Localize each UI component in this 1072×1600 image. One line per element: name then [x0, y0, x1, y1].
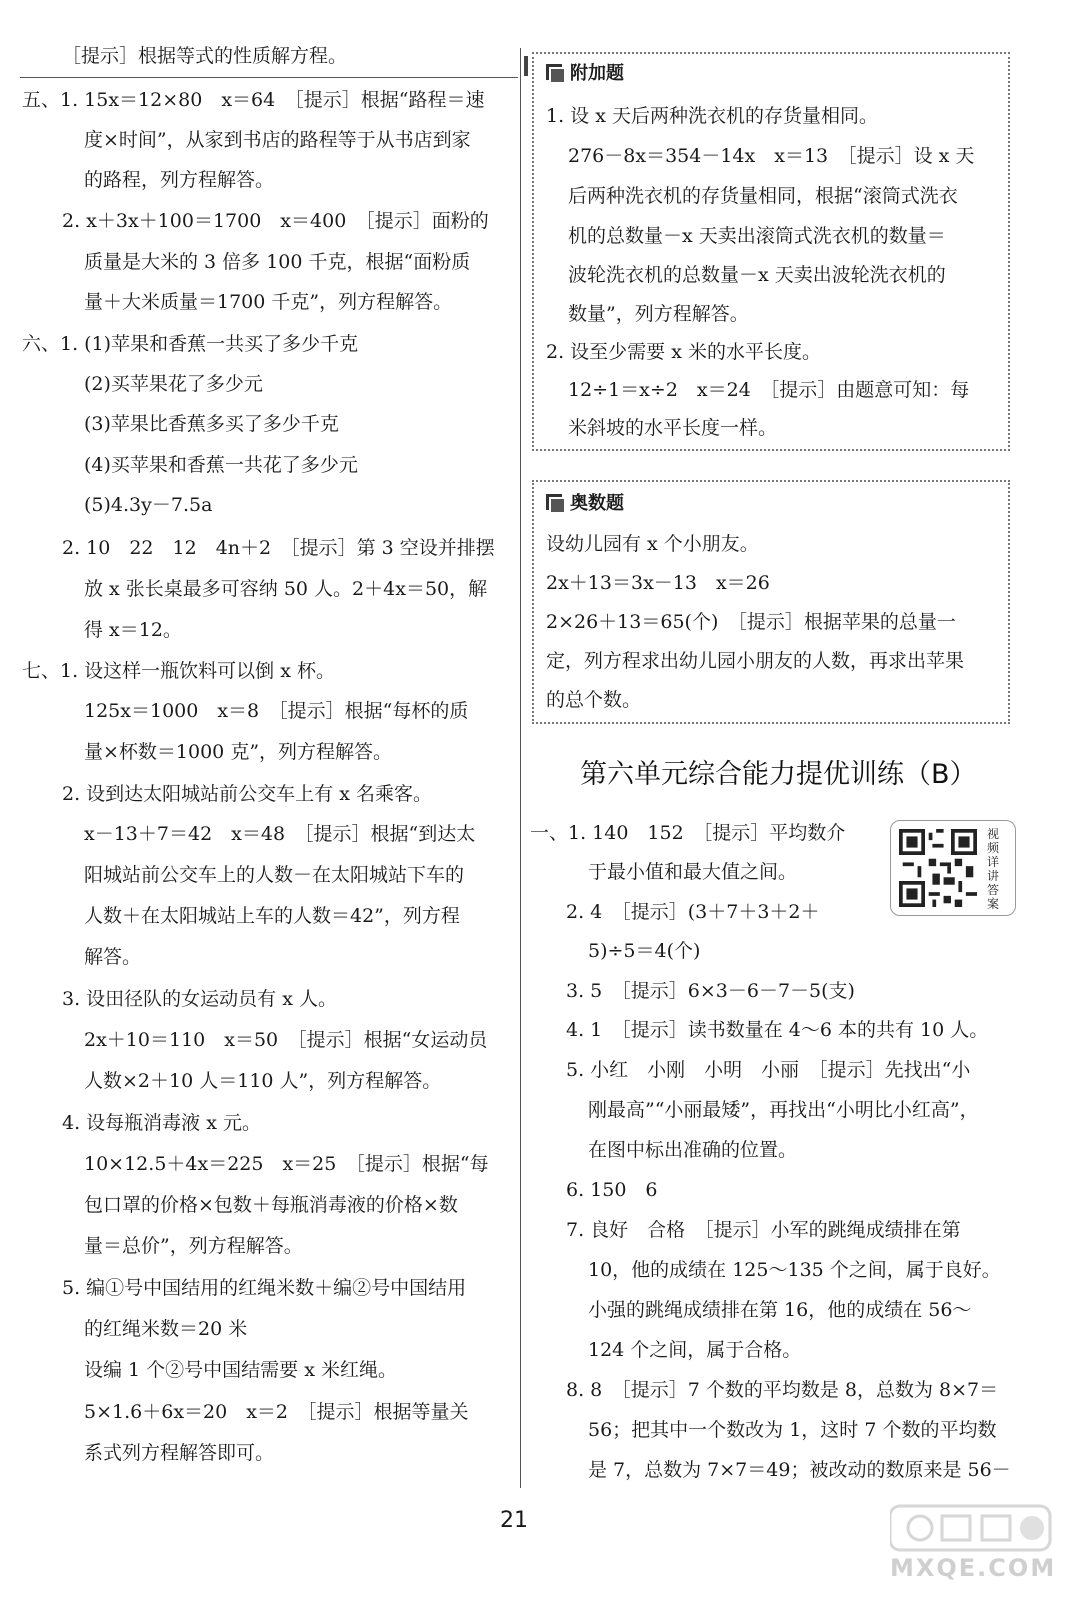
answer-line: 10×12.5＋4x＝225 x＝25 ［提示］根据“每	[84, 1153, 489, 1175]
answer-line: 125x＝1000 x＝8 ［提示］根据“每杯的质	[84, 700, 469, 722]
answer-line: 七、1. 设这样一瓶饮料可以倒 x 杯。	[22, 660, 335, 682]
answer-line: 系式列方程解答即可。	[84, 1442, 275, 1464]
answer-line: 8. 8 ［提示］7 个数的平均数是 8，总数为 8×7＝	[566, 1379, 999, 1401]
answer-line: 3. 设田径队的女运动员有 x 人。	[62, 988, 337, 1010]
answer-line: 56；把其中一个数改为 1，这时 7 个数的平均数	[588, 1419, 997, 1441]
answer-line: 2. 设到达太阳城站前公交车上有 x 名乘客。	[62, 783, 432, 805]
extra-questions-heading	[546, 62, 624, 86]
answer-line: 2. x＋3x＋100＝1700 x＝400 ［提示］面粉的	[62, 210, 489, 232]
answer-line: 2. 4 ［提示］(3＋7＋3＋2＋	[566, 901, 820, 923]
answer-line: 4. 设每瓶消毒液 x 元。	[62, 1112, 261, 1134]
answer-line: 设编 1 个②号中国结需要 x 米红绳。	[84, 1359, 397, 1381]
page-number: 21	[500, 1508, 528, 1533]
answer-line: 124 个之间，属于合格。	[588, 1339, 802, 1361]
answer-line: 6. 150 6	[566, 1179, 658, 1201]
answer-line: 12÷1＝x÷2 x＝24 ［提示］由题意可知：每	[568, 379, 970, 401]
answer-line: 5)÷5＝4(个)	[588, 940, 701, 962]
answer-line: 3. 5 ［提示］6×3－6－7－5(支)	[566, 980, 855, 1002]
answer-line: 阳城站前公交车上的人数－在太阳城站下车的	[84, 864, 465, 886]
answer-line: 的红绳米数＝20 米	[84, 1318, 248, 1340]
answer-line: 度×时间”，从家到书店的路程等于从书店到家	[84, 129, 471, 151]
watermark-logo-icon	[890, 1500, 1060, 1556]
extra-questions-title: 附加题	[570, 63, 624, 84]
answer-line: 五、1. 15x＝12×80 x＝64 ［提示］根据“路程＝速	[22, 89, 485, 111]
answer-line: 得 x＝12。	[84, 619, 182, 641]
answer-line: 2x＋13＝3x－13 x＝26	[546, 572, 770, 594]
answer-line: 六、1. (1)苹果和香蕉一共买了多少千克	[22, 333, 359, 355]
answer-line: 量＋大米质量＝1700 千克”，列方程解答。	[84, 291, 453, 313]
answer-line: 的路程，列方程解答。	[84, 169, 275, 191]
answer-line: 是 7，总数为 7×7＝49；被改动的数原来是 56－	[588, 1459, 1011, 1481]
answer-line: 2. 10 22 12 4n＋2 ［提示］第 3 空设并排摆	[62, 537, 495, 559]
section-title: 第六单元综合能力提优训练（B）	[580, 759, 977, 790]
answer-line: 2×26＋13＝65(个) ［提示］根据苹果的总量一	[546, 611, 956, 633]
answer-line: (4)买苹果和香蕉一共花了多少元	[84, 454, 358, 476]
qr-label: 视频详讲答案	[987, 827, 1000, 911]
answer-line: 2x＋10＝110 x＝50 ［提示］根据“女运动员	[84, 1029, 488, 1051]
answer-line: 小强的跳绳成绩排在第 16，他的成绩在 56～	[588, 1299, 972, 1321]
answer-line: 5. 编①号中国结用的红绳米数＋编②号中国结用	[62, 1277, 467, 1299]
answer-line: 4. 1 ［提示］读书数量在 4～6 本的共有 10 人。	[566, 1019, 989, 1041]
answer-line: 包口罩的价格×包数＋每瓶消毒液的价格×数	[84, 1194, 458, 1216]
qr-code-icon	[899, 829, 977, 907]
answer-line: 质量是大米的 3 倍多 100 千克，根据“面粉质	[84, 251, 471, 273]
answer-line: 2. 设至少需要 x 米的水平长度。	[546, 341, 821, 363]
answer-line: 5. 小红 小刚 小明 小丽 ［提示］先找出“小	[566, 1059, 971, 1081]
answer-line: 一、1. 140 152 ［提示］平均数介	[530, 822, 846, 844]
watermark	[890, 1500, 1060, 1590]
answer-line: 7. 良好 合格 ［提示］小军的跳绳成绩排在第	[566, 1219, 961, 1241]
answer-line: 在图中标出准确的位置。	[588, 1139, 798, 1161]
answer-line: 机的总数量－x 天卖出滚筒式洗衣机的数量＝	[568, 225, 946, 247]
answer-line: x－13＋7＝42 x＝48 ［提示］根据“到达太	[84, 823, 476, 845]
answer-line: 数量”，列方程解答。	[568, 303, 749, 325]
answer-line: (2)买苹果花了多少元	[84, 373, 263, 395]
answer-line: 10，他的成绩在 125～135 个之间，属于良好。	[588, 1259, 1001, 1281]
answer-line: 后两种洗衣机的存货量相同，根据“滚筒式洗衣	[568, 185, 958, 207]
section-icon	[546, 494, 564, 512]
answer-line: (5)4.3y－7.5a	[84, 494, 213, 516]
answer-line: 设幼儿园有 x 个小朋友。	[546, 533, 759, 555]
video-qr-badge[interactable]	[890, 820, 1016, 916]
answer-line: 米斜坡的水平长度一样。	[568, 417, 778, 439]
answer-line: 人数＋在太阳城站上车的人数＝42”，列方程	[84, 905, 460, 927]
olympiad-title: 奥数题	[570, 493, 624, 514]
answer-line: 解答。	[84, 946, 142, 968]
answer-line: ［提示］根据等式的性质解方程。	[62, 45, 348, 67]
column-divider	[520, 48, 521, 1488]
answer-line: 的总个数。	[546, 689, 642, 711]
watermark-text: MXQE.COM	[890, 1554, 1057, 1582]
answer-line: 量×杯数＝1000 克”，列方程解答。	[84, 741, 393, 763]
top-rule-left	[20, 77, 518, 78]
answer-line: 人数×2＋10 人＝110 人”，列方程解答。	[84, 1070, 442, 1092]
answer-line: 5×1.6＋6x＝20 x＝2 ［提示］根据等量关	[84, 1401, 469, 1423]
answer-line: 定，列方程求出幼儿园小朋友的人数，再求出苹果	[546, 650, 965, 672]
top-rule-right	[524, 56, 528, 76]
answer-line: 放 x 张长桌最多可容纳 50 人。2＋4x＝50，解	[84, 578, 488, 600]
answer-line: (3)苹果比香蕉多买了多少千克	[84, 413, 339, 435]
olympiad-heading	[546, 492, 624, 516]
answer-line: 1. 设 x 天后两种洗衣机的存货量相同。	[546, 105, 878, 127]
answer-line: 刚最高”“小丽最矮”，再找出“小明比小红高”，	[588, 1099, 979, 1121]
section-icon	[546, 64, 564, 82]
answer-line: 276－8x＝354－14x x＝13 ［提示］设 x 天	[568, 145, 975, 167]
answer-line: 波轮洗衣机的总数量－x 天卖出波轮洗衣机的	[568, 264, 946, 286]
answer-line: 于最小值和最大值之间。	[588, 861, 798, 883]
answer-line: 量＝总价”，列方程解答。	[84, 1235, 303, 1257]
